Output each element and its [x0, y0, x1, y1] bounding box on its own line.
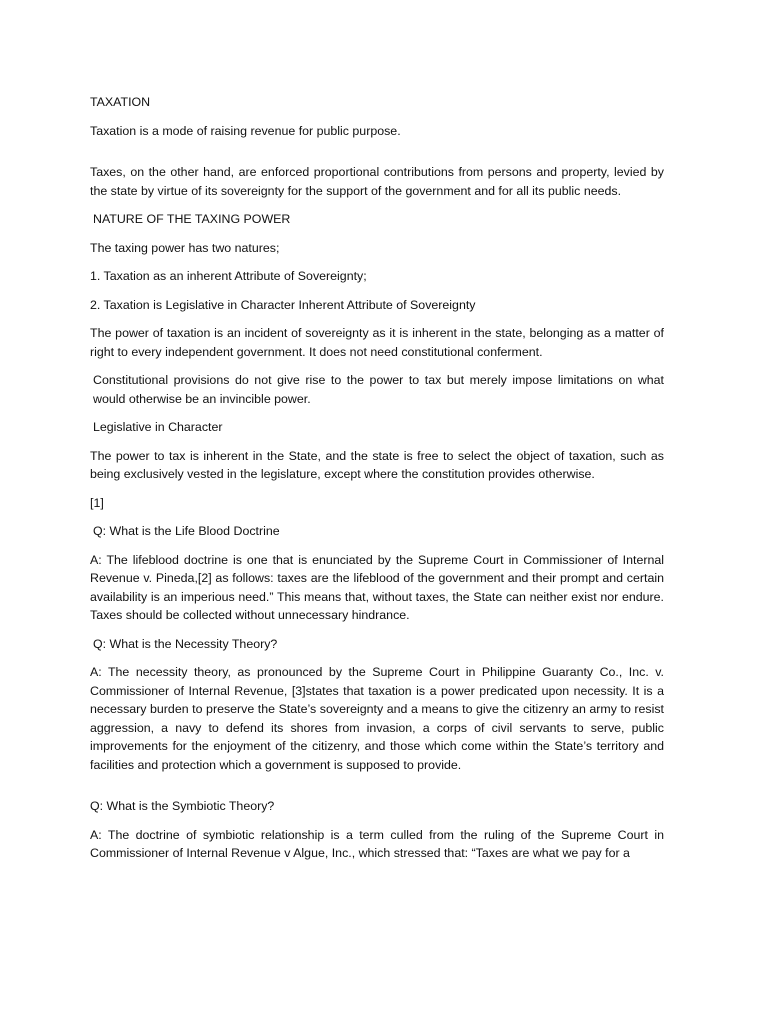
answer-necessity: A: The necessity theory, as pronounced by the Supreme Court in Philippine Guaranty Co., Inc. v. Commissioner of Internal Revenue, [3]states that taxation is a power predicated upon necessity. It is a necessary burden to preserve the State’s sovereignty and a means to give the citizenry an army to resist aggression, a navy to defend its shores from invasion, a corps of civil servants to serve, public improvements for the enjoyment of the citizenry, and those which come within the State’s territory and facilities and protection which a government is supposed to provide. [90, 665, 664, 772]
question-life-blood: Q: What is the Life Blood Doctrine [93, 524, 280, 538]
question-necessity: Q: What is the Necessity Theory? [93, 636, 278, 651]
document-heading: TAXATION [90, 95, 151, 109]
answer-life-blood: A: The lifeblood doctrine is one that is enunciated by the Supreme Court in Commissioner of Internal Revenue v. Pineda,[2] as follows: taxes are the lifeblood of the government and their prompt and certain availability is an imperious need.” This means that, without taxes, the State can neither exist nor endure. Taxes should be collected without unnecessary hindrance. [90, 552, 664, 622]
taxation-definition: Taxation is a mode of raising revenue for public purpose. [90, 123, 401, 138]
footnote-marker: [1] [90, 495, 104, 510]
two-natures-text: The taxing power has two natures; [90, 240, 280, 255]
document-content [90, 93, 664, 873]
legislative-paragraph: The power to tax is inherent in the State, and the state is free to select the object of taxation, such as being exclusively vested in the legislature, except where the constitution provides otherwise. [90, 448, 664, 481]
nature-item-inherent: 1. Taxation as an inherent Attribute of Sovereignty; [90, 269, 367, 283]
taxes-paragraph: Taxes, on the other hand, are enforced proportional contributions from persons and property, levied by the state by virtue of its sovereignty for the support of the government and for all its public needs. [90, 165, 664, 198]
nature-heading: NATURE OF THE TAXING POWER [93, 212, 291, 226]
legislative-heading: Legislative in Character [93, 420, 223, 434]
answer-symbiotic: A: The doctrine of symbiotic relationship is a term culled from the ruling of the Supreme Court in Commissioner of Internal Revenue v Algue, Inc., which stressed that: “Taxes are what we pay for a [90, 827, 664, 860]
nature-item-legislative: 2. Taxation is Legislative in Character Inherent Attribute of Sovereignty [90, 297, 476, 312]
constitutional-paragraph: Constitutional provisions do not give rise to the power to tax but merely impose limitations on what would otherwise be an invincible power. [93, 373, 664, 406]
sovereignty-paragraph: The power of taxation is an incident of sovereignty as it is inherent in the state, belonging as a matter of right to every independent government. It does not need constitutional conferment. [90, 326, 664, 359]
question-symbiotic: Q: What is the Symbiotic Theory? [90, 799, 275, 813]
